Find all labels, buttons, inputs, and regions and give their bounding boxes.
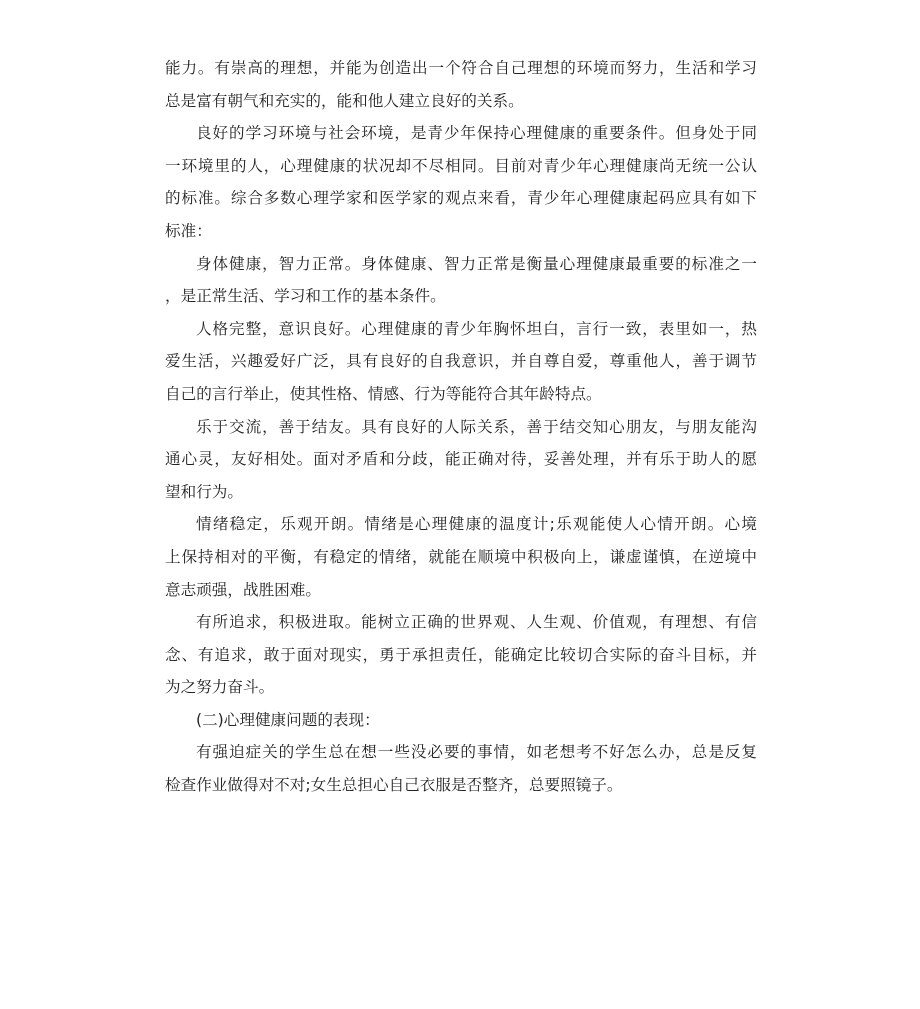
text-line: 爱生活，兴趣爱好广泛，具有良好的自我意识，并自尊自爱，尊重他人，善于调节 xyxy=(165,352,757,371)
text-line: 检查作业做得对不对;女生总担心自己衣服是否整齐，总要照镜子。 xyxy=(165,776,623,795)
text-line: 念、有追求，敢于面对现实，勇于承担责任，能确定比较切合实际的奋斗目标，并 xyxy=(165,645,757,664)
text-line: 能力。有崇高的理想，并能为创造出一个符合自己理想的环境而努力，生活和学习 xyxy=(165,59,757,77)
text-line: 的标准。综合多数心理学家和医学家的观点来看，青少年心理健康起码应具有如下 xyxy=(165,189,757,208)
text-line: 标准： xyxy=(165,221,212,240)
text-line: 有强迫症关的学生总在想一些没必要的事情，如老想考不好怎么办，总是反复 xyxy=(196,743,757,762)
paragraph xyxy=(165,736,757,801)
text-line: 通心灵，友好相处。面对矛盾和分歧，能正确对待，妥善处理，并有乐于助人的愿 xyxy=(165,450,757,469)
section-heading xyxy=(165,704,757,737)
text-line: ，是正常生活、学习和工作的基本条件。 xyxy=(165,287,446,306)
text-line: 自己的言行举止，使其性格、情感、行为等能符合其年龄特点。 xyxy=(165,384,602,403)
paragraph xyxy=(165,508,757,606)
text-line: 有所追求，积极进取。能树立正确的世界观、人生观、价值观，有理想、有信 xyxy=(196,613,757,632)
text-line: 人格完整，意识良好。心理健康的青少年胸怀坦白，言行一致，表里如一，热 xyxy=(196,319,757,338)
document-body xyxy=(165,52,757,802)
text-line: 情绪稳定，乐观开朗。情绪是心理健康的温度计;乐观能使人心情开朗。心境 xyxy=(196,515,757,534)
text-line: 总是富有朝气和充实的，能和他人建立良好的关系。 xyxy=(165,91,524,110)
text-line: 上保持相对的平衡，有稳定的情绪，就能在顺境中积极向上，谦虚谨慎，在逆境中 xyxy=(165,547,757,566)
paragraph xyxy=(165,313,757,411)
text-line: 望和行为。 xyxy=(165,482,243,501)
text-line: 意志顽强，战胜困难。 xyxy=(165,580,321,599)
paragraph xyxy=(165,117,757,247)
paragraph xyxy=(165,411,757,509)
text-line: (二)心理健康问题的表现： xyxy=(196,710,380,729)
text-line: 良好的学习环境与社会环境，是青少年保持心理健康的重要条件。但身处于同 xyxy=(196,124,757,143)
text-line: 乐于交流，善于结友。具有良好的人际关系，善于结交知心朋友，与朋友能沟 xyxy=(196,417,757,436)
paragraph xyxy=(165,248,757,313)
text-line: 一环境里的人，心理健康的状况却不尽相同。目前对青少年心理健康尚无统一公认 xyxy=(165,156,757,175)
paragraph xyxy=(165,52,757,117)
text-line: 为之努力奋斗。 xyxy=(165,678,275,697)
paragraph xyxy=(165,606,757,704)
text-line: 身体健康，智力正常。身体健康、智力正常是衡量心理健康最重要的标准之一 xyxy=(196,254,757,273)
